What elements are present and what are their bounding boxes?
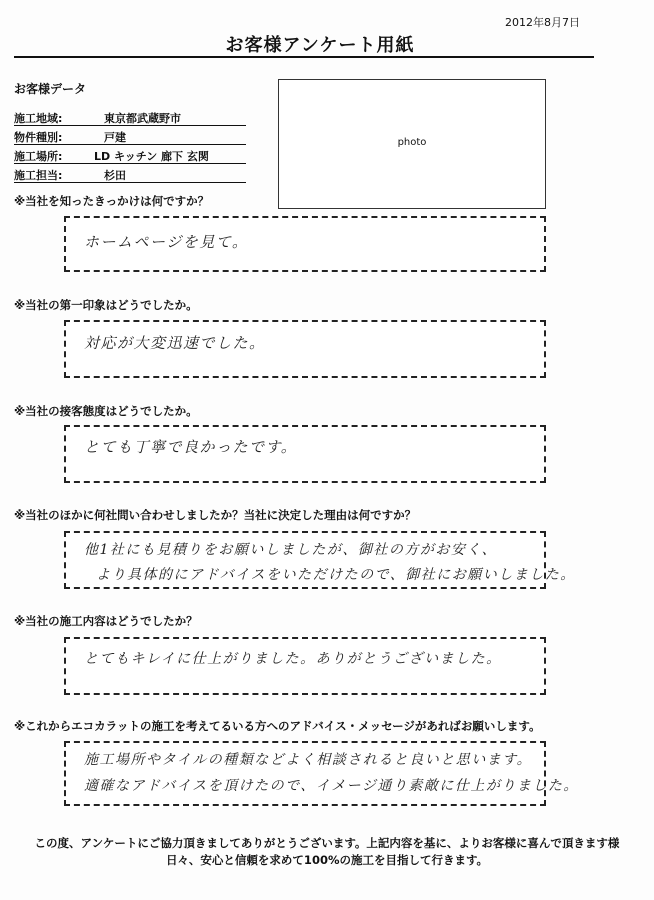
question-5: ※当社の施工内容はどうでしたか？ [14, 614, 198, 628]
footer-line-2: 日々、安心と信頼を求めて100%の施工を目指して行きます。 [165, 853, 489, 867]
answer-6-line-1: 施工場所やタイルの種類などよく相談されると良いと思います。 [84, 752, 533, 768]
customer-row-location [14, 146, 246, 164]
answer-box-5 [64, 637, 546, 695]
row-label: 施工担当: [14, 169, 63, 182]
row-value: 杉田 [104, 169, 126, 182]
title-underline [14, 56, 594, 58]
answer-1-line-1: ホームページを見て。 [84, 233, 249, 251]
customer-data-heading: お客様データ [14, 82, 87, 96]
question-6: ※これからエコカラットの施工を考えてるいる方へのアドバイス・メッセージがあればお願いします。 [14, 719, 541, 733]
answer-6-line-2: 適確なアドバイスを頂けたので、イメージ通り素敵に仕上がりました。 [84, 778, 579, 794]
answer-box-6 [64, 741, 579, 806]
row-value: 東京都武蔵野市 [104, 112, 181, 125]
answer-4-line-1: 他1社にも見積りをお願いしましたが、御社の方がお安く、 [84, 542, 498, 558]
photo-label: photo [397, 137, 427, 148]
photo-placeholder [278, 79, 546, 209]
answer-5-line-1: とてもキレイに仕上がりました。ありがとうございました。 [84, 651, 502, 667]
question-1: ※当社を知ったきっかけは何ですか？ [14, 194, 210, 208]
answer-box-1 [64, 216, 546, 272]
answer-4-line-2: より具体的にアドバイスをいただけたので、御社にお願いしました。 [96, 567, 576, 583]
row-label: 施工地域: [14, 112, 63, 125]
survey-date: 2012年8月7日 [505, 16, 580, 29]
answer-box-2 [64, 320, 546, 378]
customer-row-staff [14, 165, 246, 183]
row-label: 施工場所: [14, 150, 63, 163]
answer-3-line-1: とても丁寧で良かったです。 [84, 438, 298, 456]
row-value: 戸建 [104, 131, 126, 144]
answer-2-line-1: 対応が大変迅速でした。 [84, 334, 266, 352]
row-label: 物件種別: [14, 131, 63, 144]
answer-box-3 [64, 425, 546, 483]
question-2: ※当社の第一印象はどうでしたか。 [14, 298, 198, 312]
customer-row-area [14, 108, 246, 126]
question-4: ※当社のほかに何社問い合わせしましたか？当社に決定した理由は何ですか？ [14, 508, 417, 522]
answer-box-4 [64, 531, 576, 589]
page-title: お客様アンケート用紙 [225, 35, 415, 56]
customer-row-property-type [14, 127, 246, 145]
footer-line-1: この度、アンケートにご協力頂きましてありがとうございます。上記内容を基に、よりお客様に喜んで頂きます様 [34, 836, 620, 850]
question-3: ※当社の接客態度はどうでしたか。 [14, 404, 198, 418]
row-value: LD キッチン 廊下 玄関 [94, 150, 209, 163]
